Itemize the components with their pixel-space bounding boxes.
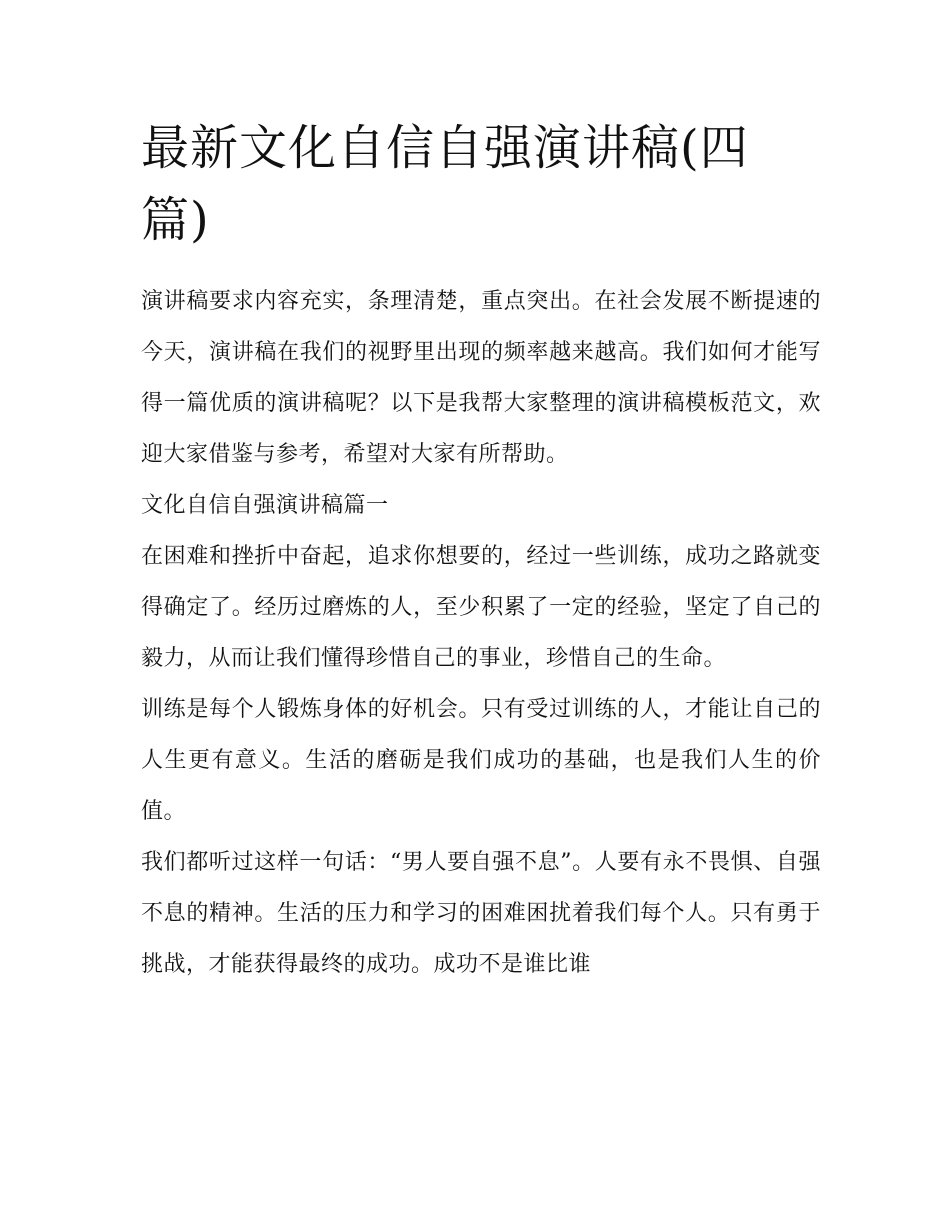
- body-paragraph: 训练是每个人锻炼身体的好机会。只有受过训练的人，才能让自己的人生更有意义。生活的磨砺是我们成功的基础，也是我们人生的价值。: [141, 697, 821, 824]
- document-title: 最新文化自信自强演讲稿(四篇): [141, 120, 749, 248]
- intro-paragraph: 演讲稿要求内容充实，条理清楚，重点突出。在社会发展不断提速的今天，演讲稿在我们的视野里出现的频率越来越高。我们如何才能写得一篇优质的演讲稿呢？以下是我帮大家整理的演讲稿模板范文，欢迎大家借鉴与参考，希望对大家有所帮助。: [141, 289, 821, 467]
- section-heading: 文化自信自强演讲稿篇一: [141, 493, 389, 518]
- document-body: [141, 276, 821, 990]
- body-paragraph: 在困难和挫折中奋起，追求你想要的，经过一些训练，成功之路就变得确定了。经历过磨炼的人，至少积累了一定的经验，坚定了自己的毅力，从而让我们懂得珍惜自己的事业，珍惜自己的生命。: [141, 544, 821, 671]
- body-paragraph: 我们都听过这样一句话：“男人要自强不息”。人要有永不畏惧、自强不息的精神。生活的压力和学习的困难困扰着我们每个人。只有勇于挑战，才能获得最终的成功。成功不是谁比谁: [141, 850, 821, 977]
